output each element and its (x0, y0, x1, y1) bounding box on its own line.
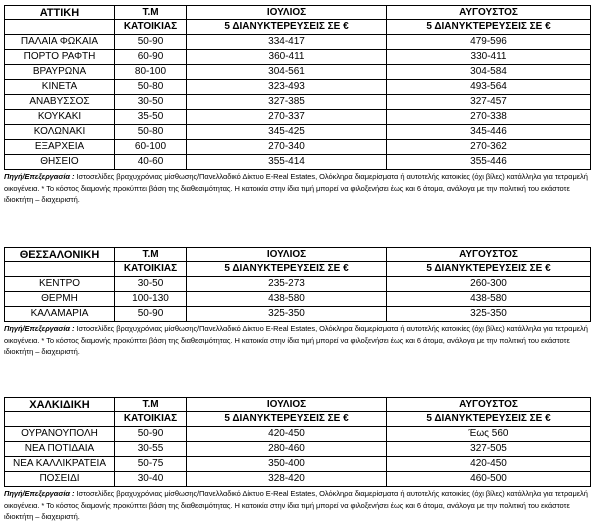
table-row (5, 292, 591, 307)
table-block-attiki (4, 5, 590, 206)
source-note (4, 488, 590, 523)
july-subheader: 5 ΔΙΑΝΥΚΤΕΡΕΥΣΕΙΣ ΣΕ € (187, 262, 387, 277)
area-cell: ΚΕΝΤΡΟ (5, 277, 115, 292)
july-header: ΙΟΥΛΙΟΣ (187, 248, 387, 262)
august-cell: 327-505 (387, 442, 591, 457)
august-cell: 345-446 (387, 125, 591, 140)
july-cell: 328-420 (187, 472, 387, 487)
july-subheader: 5 ΔΙΑΝΥΚΤΕΡΕΥΣΕΙΣ ΣΕ € (187, 20, 387, 35)
size-subheader: ΚΑΤΟΙΚΙΑΣ (115, 262, 187, 277)
august-cell: 270-362 (387, 140, 591, 155)
size-cell: 50-80 (115, 125, 187, 140)
area-cell: ΒΡΑΥΡΩΝΑ (5, 65, 115, 80)
size-header: Τ.Μ (115, 6, 187, 20)
table-row (5, 472, 591, 487)
july-cell: 438-580 (187, 292, 387, 307)
area-cell: ΠΟΣΕΙΔΙ (5, 472, 115, 487)
table-row (5, 307, 591, 322)
source-text: Ιστοσελίδες βραχυχρόνιας μίσθωσης/Πανελλαδικό Δίκτυο E-Real Estates, Ολόκληρα διαμερίσματα ή αυτοτελής κατοικίες (όχι βίλες) κατάλληλα για τετραμελή οικογένεια. * Το κόστος διαμονής προκύπτει βάση της διαθεσιμότητας. Η κατοικία στην ίδια τιμή μπορεί να φιλοξενήσει έως και 6 άτομα, ανάλογα με την πολιτική του εκάστοτε ιδιοκτήτη – διαχειριστή. (4, 324, 588, 356)
source-label: Πηγή/Επεξεργασία : (4, 324, 75, 333)
size-cell: 60-100 (115, 140, 187, 155)
august-subheader: 5 ΔΙΑΝΥΚΤΕΡΕΥΣΕΙΣ ΣΕ € (387, 262, 591, 277)
august-header: ΑΥΓΟΥΣΤΟΣ (387, 6, 591, 20)
source-text: Ιστοσελίδες βραχυχρόνιας μίσθωσης/Πανελλαδικό Δίκτυο E-Real Estates, Ολόκληρα διαμερίσματα ή αυτοτελής κατοικίες (όχι βίλες) κατάλληλα για τετραμελή οικογένεια. * Το κόστος διαμονής προκύπτει βάση της διαθεσιμότητας. Η κατοικία στην ίδια τιμή μπορεί να φιλοξενήσει έως και 6 άτομα, ανάλογα με την πολιτική του εκάστοτε ιδιοκτήτη – διαχειριστή. (4, 172, 588, 204)
area-cell: ΠΟΡΤΟ ΡΑΦΤΗ (5, 50, 115, 65)
august-cell: 325-350 (387, 307, 591, 322)
region-header: ΧΑΛΚΙΔΙΚΗ (5, 398, 115, 412)
table-row (5, 427, 591, 442)
area-cell: ΑΝΑΒΥΣΣΟΣ (5, 95, 115, 110)
size-cell: 30-40 (115, 472, 187, 487)
size-cell: 50-75 (115, 457, 187, 472)
july-cell: 345-425 (187, 125, 387, 140)
size-cell: 30-50 (115, 277, 187, 292)
july-cell: 327-385 (187, 95, 387, 110)
area-cell: ΘΕΡΜΗ (5, 292, 115, 307)
july-cell: 304-561 (187, 65, 387, 80)
area-cell: ΚΙΝΕΤΑ (5, 80, 115, 95)
size-cell: 60-90 (115, 50, 187, 65)
table-row (5, 155, 591, 170)
area-cell: ΝΕΑ ΚΑΛΛΙΚΡΑΤΕΙΑ (5, 457, 115, 472)
area-cell: ΕΞΑΡΧΕΙΑ (5, 140, 115, 155)
table-row (5, 35, 591, 50)
table-block-thessaloniki (4, 247, 590, 358)
august-cell: 479-596 (387, 35, 591, 50)
august-subheader: 5 ΔΙΑΝΥΚΤΕΡΕΥΣΕΙΣ ΣΕ € (387, 20, 591, 35)
august-cell: 460-500 (387, 472, 591, 487)
rent-table-chalkidiki (4, 397, 591, 487)
rent-table-attiki (4, 5, 591, 170)
august-cell: 304-584 (387, 65, 591, 80)
august-header: ΑΥΓΟΥΣΤΟΣ (387, 248, 591, 262)
source-text: Ιστοσελίδες βραχυχρόνιας μίσθωσης/Πανελλαδικό Δίκτυο E-Real Estates, Ολόκληρα διαμερίσματα ή αυτοτελής κατοικίες (όχι βίλες) κατάλληλα για τετραμελή οικογένεια. * Το κόστος διαμονής προκύπτει βάση της διαθεσιμότητας. Η κατοικία στην ίδια τιμή μπορεί να φιλοξενήσει έως και 6 άτομα, ανάλογα με την πολιτική του εκάστοτε ιδιοκτήτη – διαχειριστή. (4, 489, 588, 521)
july-cell: 420-450 (187, 427, 387, 442)
table-row (5, 140, 591, 155)
region-header-blank (5, 262, 115, 277)
august-cell: 330-411 (387, 50, 591, 65)
area-cell: ΠΑΛΑΙΑ ΦΩΚΑΙΑ (5, 35, 115, 50)
july-cell: 270-340 (187, 140, 387, 155)
table-row (5, 95, 591, 110)
july-cell: 235-273 (187, 277, 387, 292)
size-cell: 50-90 (115, 427, 187, 442)
size-subheader: ΚΑΤΟΙΚΙΑΣ (115, 412, 187, 427)
area-cell: ΚΟΛΩΝΑΚΙ (5, 125, 115, 140)
july-cell: 323-493 (187, 80, 387, 95)
august-cell: 355-446 (387, 155, 591, 170)
size-cell: 50-90 (115, 307, 187, 322)
august-cell: Έως 560 (387, 427, 591, 442)
july-header: ΙΟΥΛΙΟΣ (187, 398, 387, 412)
table-row (5, 110, 591, 125)
august-cell: 493-564 (387, 80, 591, 95)
table-row (5, 50, 591, 65)
region-header-blank (5, 412, 115, 427)
source-label: Πηγή/Επεξεργασία : (4, 489, 75, 498)
size-cell: 40-60 (115, 155, 187, 170)
august-header: ΑΥΓΟΥΣΤΟΣ (387, 398, 591, 412)
july-cell: 355-414 (187, 155, 387, 170)
area-cell: ΚΑΛΑΜΑΡΙΑ (5, 307, 115, 322)
august-cell: 420-450 (387, 457, 591, 472)
size-cell: 100-130 (115, 292, 187, 307)
rent-table-thessaloniki (4, 247, 591, 322)
area-cell: ΚΟΥΚΑΚΙ (5, 110, 115, 125)
source-label: Πηγή/Επεξεργασία : (4, 172, 75, 181)
august-cell: 260-300 (387, 277, 591, 292)
august-cell: 270-338 (387, 110, 591, 125)
size-cell: 80-100 (115, 65, 187, 80)
july-cell: 325-350 (187, 307, 387, 322)
region-header-blank (5, 20, 115, 35)
source-note (4, 323, 590, 358)
region-header: ΑΤΤΙΚΗ (5, 6, 115, 20)
size-header: Τ.Μ (115, 248, 187, 262)
july-cell: 334-417 (187, 35, 387, 50)
july-cell: 280-460 (187, 442, 387, 457)
august-cell: 438-580 (387, 292, 591, 307)
august-subheader: 5 ΔΙΑΝΥΚΤΕΡΕΥΣΕΙΣ ΣΕ € (387, 412, 591, 427)
area-cell: ΝΕΑ ΠΟΤΙΔΑΙΑ (5, 442, 115, 457)
area-cell: ΟΥΡΑΝΟΥΠΟΛΗ (5, 427, 115, 442)
table-row (5, 125, 591, 140)
july-cell: 350-400 (187, 457, 387, 472)
table-row (5, 65, 591, 80)
july-header: ΙΟΥΛΙΟΣ (187, 6, 387, 20)
size-cell: 50-80 (115, 80, 187, 95)
table-row (5, 277, 591, 292)
july-subheader: 5 ΔΙΑΝΥΚΤΕΡΕΥΣΕΙΣ ΣΕ € (187, 412, 387, 427)
table-block-chalkidiki (4, 397, 590, 523)
table-row (5, 442, 591, 457)
region-header: ΘΕΣΣΑΛΟΝΙΚΗ (5, 248, 115, 262)
size-cell: 30-50 (115, 95, 187, 110)
size-subheader: ΚΑΤΟΙΚΙΑΣ (115, 20, 187, 35)
table-row (5, 80, 591, 95)
size-header: Τ.Μ (115, 398, 187, 412)
size-cell: 35-50 (115, 110, 187, 125)
area-cell: ΘΗΣΕΙΟ (5, 155, 115, 170)
july-cell: 360-411 (187, 50, 387, 65)
size-cell: 50-90 (115, 35, 187, 50)
table-row (5, 457, 591, 472)
source-note (4, 171, 590, 206)
july-cell: 270-337 (187, 110, 387, 125)
size-cell: 30-55 (115, 442, 187, 457)
august-cell: 327-457 (387, 95, 591, 110)
